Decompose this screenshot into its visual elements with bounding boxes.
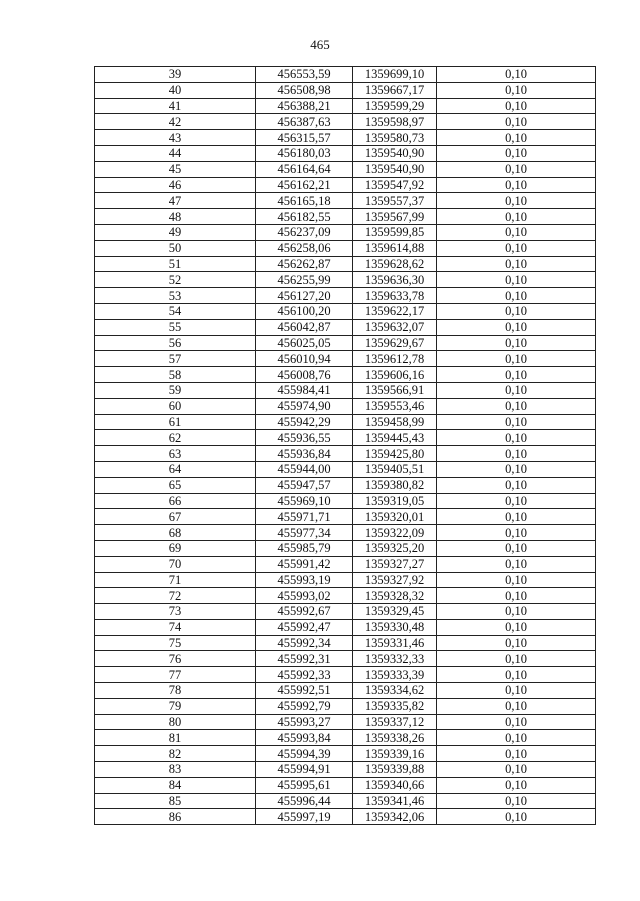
table-row (95, 461, 596, 477)
accuracy-cell: 0,10 (437, 256, 596, 272)
table-row (95, 588, 596, 604)
point-number-cell: 84 (95, 777, 256, 793)
accuracy-cell: 0,10 (437, 461, 596, 477)
table-row (95, 319, 596, 335)
accuracy-cell: 0,10 (437, 288, 596, 304)
table-row (95, 509, 596, 525)
table-row (95, 130, 596, 146)
table-row (95, 556, 596, 572)
x-coordinate-cell: 455971,71 (256, 509, 353, 525)
accuracy-cell: 0,10 (437, 98, 596, 114)
y-coordinate-cell: 1359566,91 (353, 382, 437, 398)
point-number-cell: 49 (95, 224, 256, 240)
table-row (95, 177, 596, 193)
table-row (95, 730, 596, 746)
accuracy-cell: 0,10 (437, 746, 596, 762)
table-row (95, 414, 596, 430)
point-number-cell: 52 (95, 272, 256, 288)
y-coordinate-cell: 1359540,90 (353, 161, 437, 177)
table-row (95, 493, 596, 509)
accuracy-cell: 0,10 (437, 145, 596, 161)
table-row (95, 145, 596, 161)
table-row (95, 793, 596, 809)
point-number-cell: 81 (95, 730, 256, 746)
y-coordinate-cell: 1359319,05 (353, 493, 437, 509)
accuracy-cell: 0,10 (437, 193, 596, 209)
y-coordinate-cell: 1359329,45 (353, 604, 437, 620)
y-coordinate-cell: 1359567,99 (353, 209, 437, 225)
x-coordinate-cell: 455992,47 (256, 619, 353, 635)
accuracy-cell: 0,10 (437, 303, 596, 319)
y-coordinate-cell: 1359339,16 (353, 746, 437, 762)
point-number-cell: 79 (95, 698, 256, 714)
table-row (95, 193, 596, 209)
accuracy-cell: 0,10 (437, 635, 596, 651)
x-coordinate-cell: 455992,79 (256, 698, 353, 714)
x-coordinate-cell: 456042,87 (256, 319, 353, 335)
point-number-cell: 76 (95, 651, 256, 667)
table-row (95, 714, 596, 730)
y-coordinate-cell: 1359380,82 (353, 477, 437, 493)
point-number-cell: 58 (95, 367, 256, 383)
x-coordinate-cell: 455992,67 (256, 604, 353, 620)
point-number-cell: 62 (95, 430, 256, 446)
point-number-cell: 45 (95, 161, 256, 177)
table-row (95, 604, 596, 620)
accuracy-cell: 0,10 (437, 588, 596, 604)
point-number-cell: 56 (95, 335, 256, 351)
point-number-cell: 75 (95, 635, 256, 651)
point-number-cell: 50 (95, 240, 256, 256)
y-coordinate-cell: 1359553,46 (353, 398, 437, 414)
x-coordinate-cell: 456180,03 (256, 145, 353, 161)
accuracy-cell: 0,10 (437, 604, 596, 620)
table-row (95, 651, 596, 667)
point-number-cell: 66 (95, 493, 256, 509)
page-number: 465 (310, 37, 330, 52)
accuracy-cell: 0,10 (437, 809, 596, 825)
x-coordinate-cell: 456258,06 (256, 240, 353, 256)
y-coordinate-cell: 1359338,26 (353, 730, 437, 746)
x-coordinate-cell: 456164,64 (256, 161, 353, 177)
point-number-cell: 68 (95, 525, 256, 541)
y-coordinate-cell: 1359667,17 (353, 82, 437, 98)
accuracy-cell: 0,10 (437, 67, 596, 83)
table-row (95, 303, 596, 319)
y-coordinate-cell: 1359333,39 (353, 667, 437, 683)
point-number-cell: 86 (95, 809, 256, 825)
y-coordinate-cell: 1359599,29 (353, 98, 437, 114)
x-coordinate-cell: 456008,76 (256, 367, 353, 383)
accuracy-cell: 0,10 (437, 477, 596, 493)
y-coordinate-cell: 1359580,73 (353, 130, 437, 146)
point-number-cell: 67 (95, 509, 256, 525)
accuracy-cell: 0,10 (437, 414, 596, 430)
x-coordinate-cell: 456010,94 (256, 351, 353, 367)
point-number-cell: 78 (95, 683, 256, 699)
y-coordinate-cell: 1359614,88 (353, 240, 437, 256)
y-coordinate-cell: 1359628,62 (353, 256, 437, 272)
point-number-cell: 80 (95, 714, 256, 730)
point-number-cell: 72 (95, 588, 256, 604)
accuracy-cell: 0,10 (437, 698, 596, 714)
table-row (95, 667, 596, 683)
x-coordinate-cell: 456162,21 (256, 177, 353, 193)
table-row (95, 288, 596, 304)
y-coordinate-cell: 1359339,88 (353, 762, 437, 778)
y-coordinate-cell: 1359540,90 (353, 145, 437, 161)
x-coordinate-cell: 455942,29 (256, 414, 353, 430)
y-coordinate-cell: 1359598,97 (353, 114, 437, 130)
accuracy-cell: 0,10 (437, 209, 596, 225)
coordinates-table (94, 66, 596, 825)
accuracy-cell: 0,10 (437, 82, 596, 98)
accuracy-cell: 0,10 (437, 777, 596, 793)
x-coordinate-cell: 455995,61 (256, 777, 353, 793)
accuracy-cell: 0,10 (437, 272, 596, 288)
table-row (95, 67, 596, 83)
table-body (95, 67, 596, 825)
x-coordinate-cell: 456553,59 (256, 67, 353, 83)
accuracy-cell: 0,10 (437, 335, 596, 351)
y-coordinate-cell: 1359612,78 (353, 351, 437, 367)
y-coordinate-cell: 1359599,85 (353, 224, 437, 240)
accuracy-cell: 0,10 (437, 762, 596, 778)
y-coordinate-cell: 1359622,17 (353, 303, 437, 319)
x-coordinate-cell: 456182,55 (256, 209, 353, 225)
accuracy-cell: 0,10 (437, 540, 596, 556)
y-coordinate-cell: 1359325,20 (353, 540, 437, 556)
y-coordinate-cell: 1359445,43 (353, 430, 437, 446)
y-coordinate-cell: 1359332,33 (353, 651, 437, 667)
table-row (95, 635, 596, 651)
accuracy-cell: 0,10 (437, 651, 596, 667)
y-coordinate-cell: 1359405,51 (353, 461, 437, 477)
accuracy-cell: 0,10 (437, 730, 596, 746)
point-number-cell: 85 (95, 793, 256, 809)
point-number-cell: 71 (95, 572, 256, 588)
point-number-cell: 60 (95, 398, 256, 414)
y-coordinate-cell: 1359606,16 (353, 367, 437, 383)
accuracy-cell: 0,10 (437, 319, 596, 335)
table-row (95, 619, 596, 635)
x-coordinate-cell: 455994,91 (256, 762, 353, 778)
point-number-cell: 57 (95, 351, 256, 367)
x-coordinate-cell: 455977,34 (256, 525, 353, 541)
accuracy-cell: 0,10 (437, 430, 596, 446)
table-row (95, 367, 596, 383)
point-number-cell: 63 (95, 446, 256, 462)
point-number-cell: 64 (95, 461, 256, 477)
point-number-cell: 82 (95, 746, 256, 762)
point-number-cell: 39 (95, 67, 256, 83)
point-number-cell: 69 (95, 540, 256, 556)
x-coordinate-cell: 456387,63 (256, 114, 353, 130)
x-coordinate-cell: 455993,02 (256, 588, 353, 604)
x-coordinate-cell: 456388,21 (256, 98, 353, 114)
x-coordinate-cell: 456237,09 (256, 224, 353, 240)
accuracy-cell: 0,10 (437, 382, 596, 398)
table-row (95, 114, 596, 130)
point-number-cell: 51 (95, 256, 256, 272)
x-coordinate-cell: 455994,39 (256, 746, 353, 762)
accuracy-cell: 0,10 (437, 556, 596, 572)
y-coordinate-cell: 1359328,32 (353, 588, 437, 604)
x-coordinate-cell: 455992,33 (256, 667, 353, 683)
y-coordinate-cell: 1359629,67 (353, 335, 437, 351)
table-row (95, 351, 596, 367)
x-coordinate-cell: 455992,34 (256, 635, 353, 651)
table-row (95, 256, 596, 272)
y-coordinate-cell: 1359327,27 (353, 556, 437, 572)
point-number-cell: 47 (95, 193, 256, 209)
table-row (95, 98, 596, 114)
table-row (95, 382, 596, 398)
x-coordinate-cell: 455997,19 (256, 809, 353, 825)
point-number-cell: 74 (95, 619, 256, 635)
accuracy-cell: 0,10 (437, 493, 596, 509)
x-coordinate-cell: 455993,27 (256, 714, 353, 730)
table-row (95, 746, 596, 762)
y-coordinate-cell: 1359331,46 (353, 635, 437, 651)
table-row (95, 398, 596, 414)
point-number-cell: 40 (95, 82, 256, 98)
point-number-cell: 54 (95, 303, 256, 319)
x-coordinate-cell: 455985,79 (256, 540, 353, 556)
accuracy-cell: 0,10 (437, 619, 596, 635)
y-coordinate-cell: 1359327,92 (353, 572, 437, 588)
x-coordinate-cell: 455991,42 (256, 556, 353, 572)
table-row (95, 82, 596, 98)
point-number-cell: 61 (95, 414, 256, 430)
y-coordinate-cell: 1359341,46 (353, 793, 437, 809)
point-number-cell: 70 (95, 556, 256, 572)
accuracy-cell: 0,10 (437, 714, 596, 730)
table-row (95, 777, 596, 793)
accuracy-cell: 0,10 (437, 667, 596, 683)
y-coordinate-cell: 1359425,80 (353, 446, 437, 462)
point-number-cell: 53 (95, 288, 256, 304)
point-number-cell: 44 (95, 145, 256, 161)
y-coordinate-cell: 1359322,09 (353, 525, 437, 541)
x-coordinate-cell: 455944,00 (256, 461, 353, 477)
accuracy-cell: 0,10 (437, 793, 596, 809)
table-row (95, 572, 596, 588)
accuracy-cell: 0,10 (437, 525, 596, 541)
point-number-cell: 42 (95, 114, 256, 130)
y-coordinate-cell: 1359557,37 (353, 193, 437, 209)
point-number-cell: 41 (95, 98, 256, 114)
x-coordinate-cell: 456165,18 (256, 193, 353, 209)
x-coordinate-cell: 456262,87 (256, 256, 353, 272)
y-coordinate-cell: 1359320,01 (353, 509, 437, 525)
x-coordinate-cell: 455992,31 (256, 651, 353, 667)
accuracy-cell: 0,10 (437, 161, 596, 177)
accuracy-cell: 0,10 (437, 240, 596, 256)
x-coordinate-cell: 456255,99 (256, 272, 353, 288)
x-coordinate-cell: 455974,90 (256, 398, 353, 414)
point-number-cell: 65 (95, 477, 256, 493)
table-row (95, 161, 596, 177)
point-number-cell: 43 (95, 130, 256, 146)
table-row (95, 525, 596, 541)
accuracy-cell: 0,10 (437, 367, 596, 383)
table-row (95, 477, 596, 493)
y-coordinate-cell: 1359334,62 (353, 683, 437, 699)
accuracy-cell: 0,10 (437, 446, 596, 462)
x-coordinate-cell: 455992,51 (256, 683, 353, 699)
point-number-cell: 46 (95, 177, 256, 193)
table-row (95, 540, 596, 556)
table-row (95, 446, 596, 462)
accuracy-cell: 0,10 (437, 177, 596, 193)
point-number-cell: 83 (95, 762, 256, 778)
table-row (95, 209, 596, 225)
x-coordinate-cell: 456100,20 (256, 303, 353, 319)
y-coordinate-cell: 1359547,92 (353, 177, 437, 193)
y-coordinate-cell: 1359335,82 (353, 698, 437, 714)
x-coordinate-cell: 456127,20 (256, 288, 353, 304)
y-coordinate-cell: 1359342,06 (353, 809, 437, 825)
y-coordinate-cell: 1359632,07 (353, 319, 437, 335)
y-coordinate-cell: 1359458,99 (353, 414, 437, 430)
accuracy-cell: 0,10 (437, 351, 596, 367)
accuracy-cell: 0,10 (437, 398, 596, 414)
x-coordinate-cell: 455993,19 (256, 572, 353, 588)
x-coordinate-cell: 456315,57 (256, 130, 353, 146)
point-number-cell: 73 (95, 604, 256, 620)
table-row (95, 240, 596, 256)
table-row (95, 809, 596, 825)
accuracy-cell: 0,10 (437, 509, 596, 525)
x-coordinate-cell: 455984,41 (256, 382, 353, 398)
y-coordinate-cell: 1359636,30 (353, 272, 437, 288)
y-coordinate-cell: 1359330,48 (353, 619, 437, 635)
accuracy-cell: 0,10 (437, 224, 596, 240)
x-coordinate-cell: 455936,55 (256, 430, 353, 446)
table-row (95, 224, 596, 240)
table-row (95, 762, 596, 778)
x-coordinate-cell: 456508,98 (256, 82, 353, 98)
y-coordinate-cell: 1359337,12 (353, 714, 437, 730)
y-coordinate-cell: 1359633,78 (353, 288, 437, 304)
accuracy-cell: 0,10 (437, 130, 596, 146)
x-coordinate-cell: 455936,84 (256, 446, 353, 462)
point-number-cell: 55 (95, 319, 256, 335)
table-row (95, 683, 596, 699)
point-number-cell: 48 (95, 209, 256, 225)
accuracy-cell: 0,10 (437, 572, 596, 588)
x-coordinate-cell: 455969,10 (256, 493, 353, 509)
y-coordinate-cell: 1359699,10 (353, 67, 437, 83)
accuracy-cell: 0,10 (437, 114, 596, 130)
table-row (95, 272, 596, 288)
point-number-cell: 59 (95, 382, 256, 398)
y-coordinate-cell: 1359340,66 (353, 777, 437, 793)
table-row (95, 335, 596, 351)
accuracy-cell: 0,10 (437, 683, 596, 699)
table-row (95, 430, 596, 446)
x-coordinate-cell: 455993,84 (256, 730, 353, 746)
x-coordinate-cell: 455996,44 (256, 793, 353, 809)
table-row (95, 698, 596, 714)
x-coordinate-cell: 455947,57 (256, 477, 353, 493)
point-number-cell: 77 (95, 667, 256, 683)
x-coordinate-cell: 456025,05 (256, 335, 353, 351)
